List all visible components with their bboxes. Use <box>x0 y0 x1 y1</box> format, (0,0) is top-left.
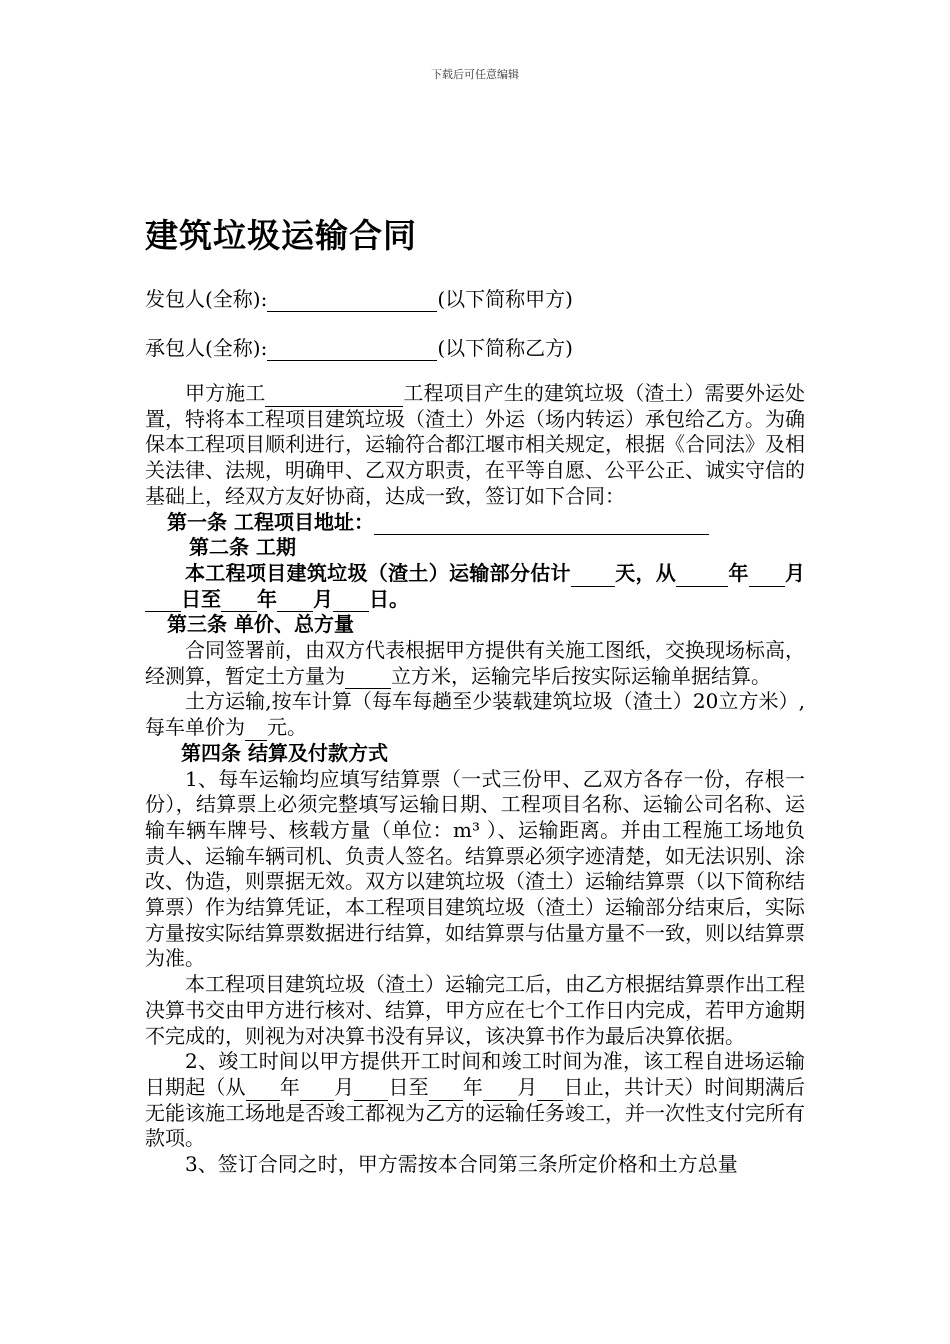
page-header-note: 下载后可任意编辑 <box>431 68 519 81</box>
article-4-paragraph-3 <box>145 1049 805 1152</box>
intro-prefix: 甲方施工 <box>185 381 266 405</box>
article-2-t2: 天，从 <box>614 560 677 585</box>
start-day-blank[interactable] <box>145 590 181 612</box>
article-2-t6: 年 <box>257 586 277 611</box>
party-b-label: 承包人(全称): <box>145 336 268 360</box>
article-2-t1: 本工程项目建筑垃圾（渣土）运输部分估计 <box>185 560 571 585</box>
project-name-blank[interactable] <box>265 385 403 407</box>
party-a-blank[interactable] <box>267 290 437 312</box>
project-address-blank[interactable] <box>374 513 709 535</box>
end-month-blank[interactable] <box>277 590 313 612</box>
end-day-blank[interactable] <box>333 590 369 612</box>
article-3-paragraph-1 <box>145 638 805 689</box>
party-a-suffix: (以下简称甲方) <box>437 287 573 311</box>
article-4-p3c: 月 <box>334 1074 355 1099</box>
article-3-paragraph-2 <box>145 689 805 740</box>
article-1 <box>145 510 805 536</box>
party-b-blank[interactable] <box>267 339 437 361</box>
article-3-p1a: 合同签署前，由双方代表根据甲方提供有关施工图纸，交换现场标高，经测算，暂定土方量为 <box>145 638 805 688</box>
article-3-p1b: 立方米，运输完毕后按实际运输单据结算。 <box>391 663 771 688</box>
article-4-p3a: 2、竣工时间以甲方提供开工时间和竣工时间为准，该工程自进场运输日期起（从 <box>145 1049 805 1099</box>
entry-year-blank[interactable] <box>246 1079 280 1101</box>
exit-year-blank[interactable] <box>429 1079 463 1101</box>
article-4-p3b: 年 <box>279 1074 301 1099</box>
party-b-suffix: (以下简称乙方) <box>437 336 573 360</box>
intro-text: 工程项目产生的建筑垃圾（渣土）需要外运处置，特将本工程项目建筑垃圾（渣土）外运（场内转运）承包给乙方。为确保本工程项目顺利进行，运输符合都江堰市相关规定，根据《合同法》及相关法律、法规，明确甲、乙双方职责，在平等自愿、公平公正、诚实守信的基础上，经双方友好协商，达成一致，签订如下合同： <box>145 381 806 508</box>
contract-body <box>145 381 805 1178</box>
article-2-t5: 日至 <box>181 586 221 611</box>
article-4-paragraph-4: 3、签订合同之时，甲方需按本合同第三条所定价格和土方总量 <box>185 1152 738 1177</box>
article-4-heading: 第四条 结算及付款方式 <box>181 740 388 765</box>
entry-day-blank[interactable] <box>354 1079 388 1101</box>
article-2-t3: 年 <box>728 560 749 585</box>
article-4-p3e: 年 <box>462 1074 484 1099</box>
article-2-paragraph <box>145 561 805 612</box>
article-2-heading: 第二条 工期 <box>189 535 296 560</box>
party-a-line <box>145 283 573 312</box>
unit-price-blank[interactable] <box>245 719 267 741</box>
article-4-p3f: 月 <box>517 1074 538 1099</box>
document-title: 建筑垃圾运输合同 <box>145 216 417 255</box>
intro-paragraph <box>145 381 805 510</box>
exit-day-blank[interactable] <box>537 1079 563 1101</box>
article-4-p3d: 日至 <box>388 1074 429 1099</box>
start-year-blank[interactable] <box>676 565 728 587</box>
party-a-label: 发包人(全称): <box>145 287 268 311</box>
article-4-p3g: 日止，共计天）时间期满后无能该施工场地是否竣工都视为乙方的运输任务竣工，并一次性支付完所有款项。 <box>145 1074 806 1151</box>
end-year-blank[interactable] <box>221 590 257 612</box>
article-3-p2b: 元。 <box>267 715 307 740</box>
article-2-t7: 月 <box>313 586 333 611</box>
article-1-text: 第一条 工程项目地址： <box>167 509 374 534</box>
article-4-paragraph-2: 本工程项目建筑垃圾（渣土）运输完工后，由乙方根据结算票作出工程决算书交由甲方进行核对、结算，甲方应在七个工作日内完成，若甲方逾期不完成的，则视为对决算书没有异议，该决算书作为最后决算依据。 <box>145 972 805 1048</box>
entry-month-blank[interactable] <box>300 1079 334 1101</box>
article-2-t8: 日。 <box>369 586 409 611</box>
article-3-p2a: 土方运输,按车计算（每车每趟至少装载建筑垃圾（渣土）20立方米）,每车单价为 <box>145 689 805 740</box>
start-month-blank[interactable] <box>749 565 785 587</box>
duration-days-blank[interactable] <box>571 565 615 587</box>
article-4-paragraph-1: 1、每车运输均应填写结算票（一式三份甲、乙双方各存一份，存根一份），结算票上必须完整填写运输日期、工程项目名称、运输公司名称、运输车辆车牌号、核载方量（单位：m³ ）、运输距离。并由工程施工场地负责人、运输车辆司机、负责人签名。结算票必须字迹清楚，如无法识别、涂改、伪造，则票据无效。双方以建筑垃圾（渣土）运输结算票（以下简称结算票）作为结算凭证，本工程项目建筑垃圾（渣土）运输部分结束后，实际方量按实际结算票数据进行结算，如结算票与估量方量不一致，则以结算票为准。 <box>145 766 805 971</box>
party-b-line <box>145 332 573 361</box>
article-3-heading: 第三条 单价、总方量 <box>167 612 354 637</box>
earth-volume-blank[interactable] <box>345 667 391 689</box>
article-2-t4: 月 <box>784 560 806 585</box>
exit-month-blank[interactable] <box>483 1079 517 1101</box>
